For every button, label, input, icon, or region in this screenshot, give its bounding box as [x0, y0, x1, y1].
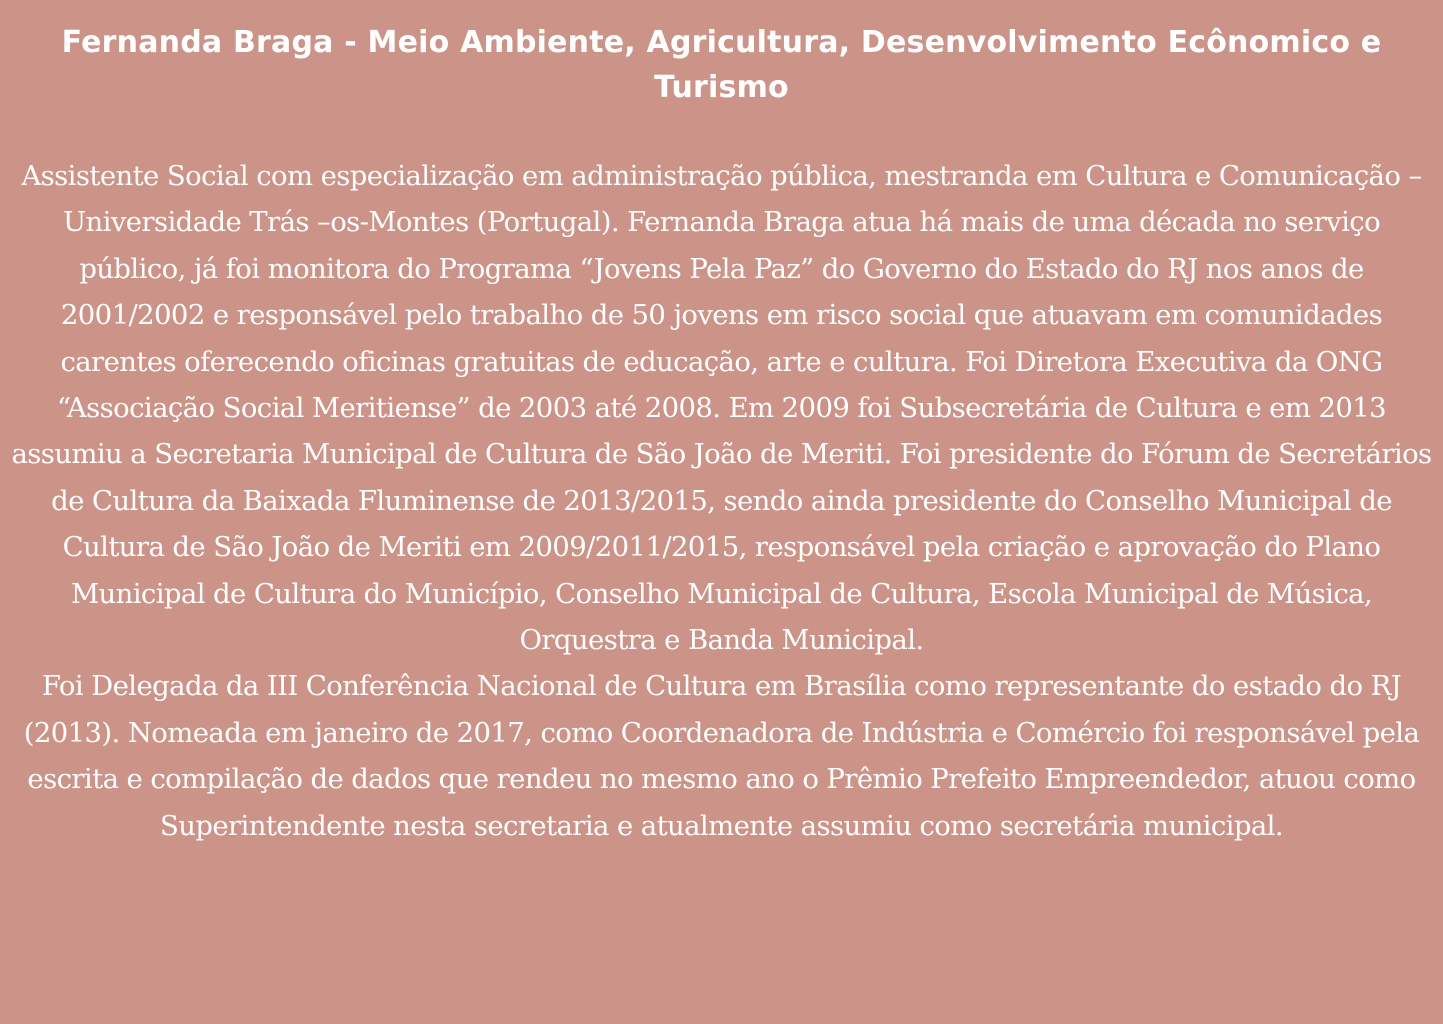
bio-text	[6, 153, 1437, 849]
page-title: Fernanda Braga - Meio Ambiente, Agricultura, Desenvolvimento Ecônomico e Turismo	[61, 25, 1382, 105]
bio-paragraph-2: Foi Delegada da III Conferência Nacional de Cultura em Brasília como representante do estado do RJ (2013). Nomeada em janeiro de 2017, como Coordenadora de Indústria e Comércio foi responsável pela escrita e compilação de dados que rendeu no mesmo ano o Prêmio Prefeito Empreendedor, atuou como Superintendente nesta secretaria e atualmente assumiu como secretária municipal.	[23, 670, 1420, 842]
bio-paragraph-1: Assistente Social com especialização em administração pública, mestranda em Cultura e Comunicação – Universidade Trás –os-Montes (Portugal). Fernanda Braga atua há mais de uma década no serviço público, já foi monitora do Programa “Jovens Pela Paz” do Governo do Estado do RJ nos anos de 2001/2002 e responsável pelo trabalho de 50 jovens em risco social que atuavam em comunidades carentes oferecendo oficinas gratuitas de educação, arte e cultura. Foi Diretora Executiva da ONG “Associação Social Meritiense” de 2003 até 2008. Em 2009 foi Subsecretária de Cultura e em 2013 assumiu a Secretaria Municipal de Cultura de São João de Meriti. Foi presidente do Fórum de Secretários de Cultura da Baixada Fluminense de 2013/2015, sendo ainda presidente do Conselho Municipal de Cultura de São João de Meriti em 2009/2011/2015, responsável pela criação e aprovação do Plano Municipal de Cultura do Município, Conselho Municipal de Cultura, Escola Municipal de Música, Orquestra e Banda Municipal.	[11, 160, 1432, 657]
